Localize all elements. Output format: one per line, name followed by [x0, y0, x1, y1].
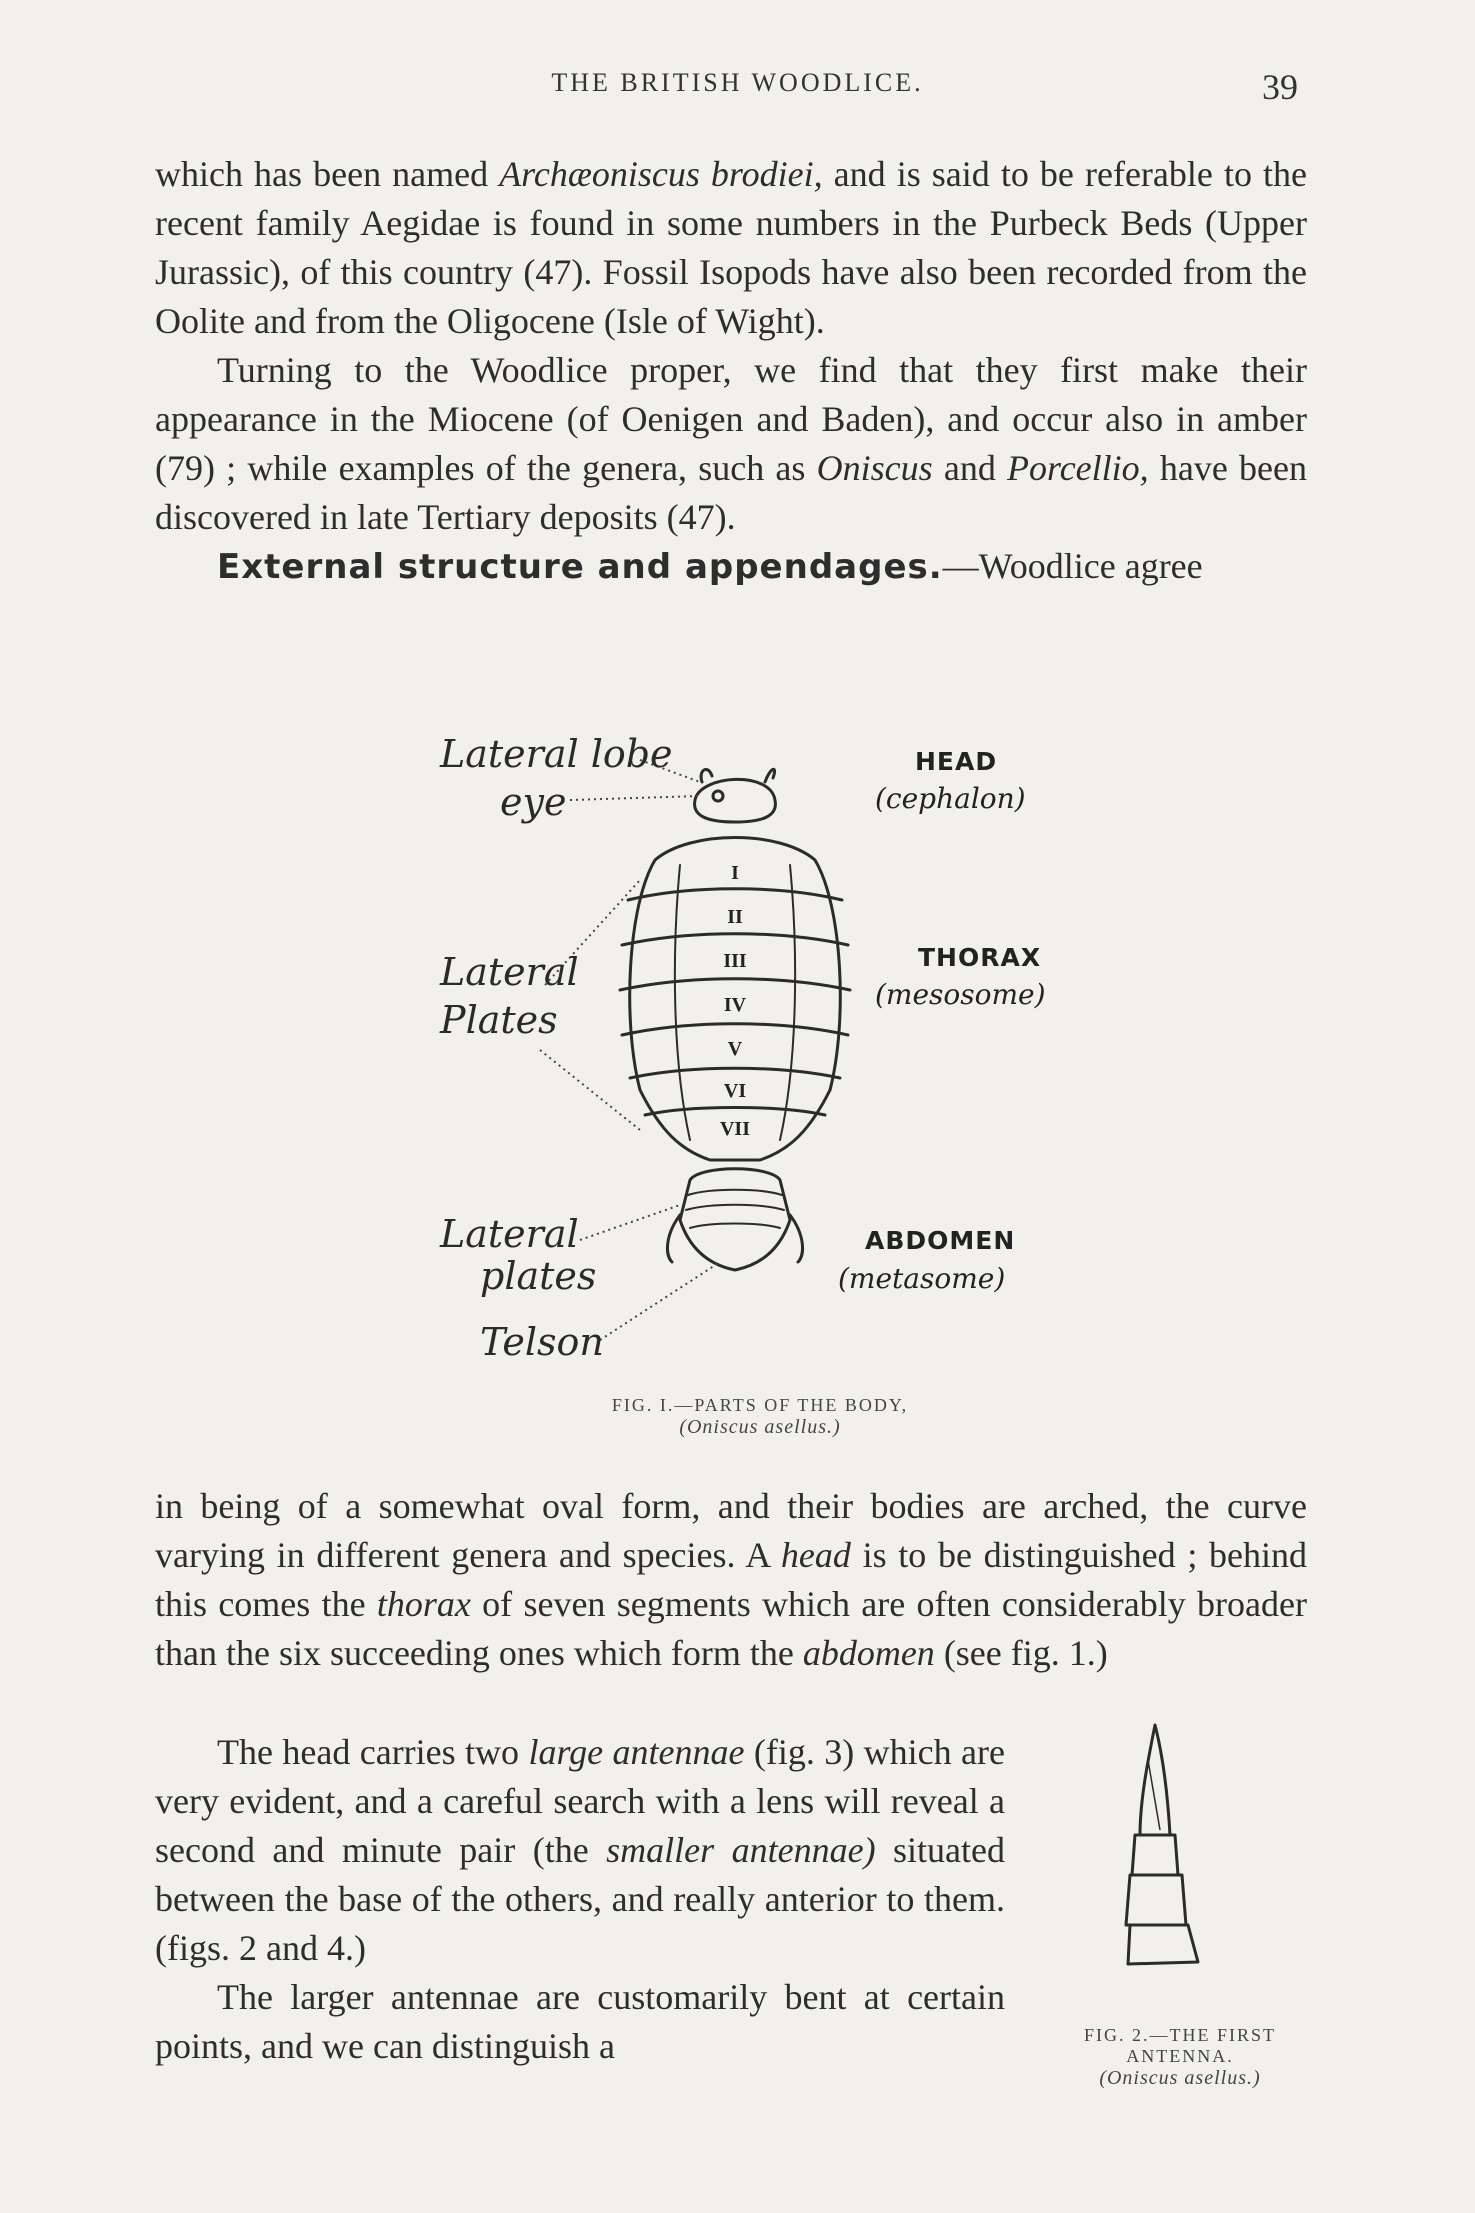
segment-divider	[622, 1024, 848, 1035]
segment-numeral: IV	[723, 994, 747, 1016]
fig2-caption-species: (Oniscus asellus.)	[1099, 2067, 1261, 2089]
segment-divider	[622, 934, 848, 945]
para2-text: have been discovered in late Tertiary deposits (47).	[155, 448, 1307, 537]
abdomen-seg	[688, 1190, 782, 1195]
segment-divider	[645, 1108, 825, 1116]
term-smaller-antennae: smaller antennae)	[606, 1830, 876, 1870]
para3-text: of seven segments which are often considerably broader than the six succeeding ones which form the	[155, 1584, 1307, 1673]
para2-text: and	[932, 448, 1008, 488]
running-title: THE BRITISH WOODLICE.	[551, 68, 924, 97]
leader-line	[540, 1050, 640, 1130]
caption-title: FIG. I.—PARTS OF THE BODY,	[611, 1395, 909, 1415]
segment-divider	[620, 979, 850, 990]
fig2-caption-line: ANTENNA.	[1126, 2046, 1234, 2066]
label-abdomen: ABDOMEN	[865, 1226, 1016, 1255]
paragraph-oval-form	[155, 1482, 1307, 1678]
genus-porcellio: Porcellio,	[1007, 448, 1149, 488]
label-abd-lateral-1: Lateral	[440, 1212, 579, 1256]
leader-line	[580, 1205, 680, 1240]
label-metasome: (metasome)	[838, 1262, 1006, 1295]
label-mesosome: (mesosome)	[875, 978, 1046, 1011]
axial-line	[675, 865, 690, 1140]
figure-1-caption	[500, 1395, 1020, 1439]
para1-text: which has been named	[155, 154, 500, 194]
figure-2-caption	[1050, 2025, 1310, 2090]
caption-species: (Oniscus asellus.)	[679, 1416, 841, 1438]
para4-text: The head carries two	[217, 1732, 529, 1772]
head-shape	[695, 779, 776, 822]
leader-line	[570, 796, 700, 800]
term-abdomen: abdomen	[802, 1633, 935, 1673]
segment-numeral: III	[723, 950, 747, 972]
label-telson: Telson	[480, 1320, 604, 1364]
para3-text: is to be distinguished ; behind this comes the	[155, 1535, 1307, 1624]
label-cephalon: (cephalon)	[875, 782, 1026, 815]
para1-text: referable to the recent family Aegidae is found in some numbers in the Purbeck Beds (Upper Jurassic), of this country (47). Fossil Isopods have also been recorded from the Oolite and from the Oligocene (Isle of Wight).	[155, 154, 1307, 341]
term-large-antennae: large antennae	[528, 1732, 745, 1772]
para5-text: The larger antennae are customarily bent at certain points, and we can distinguish a	[155, 1977, 1005, 2066]
head-lobe-right	[765, 769, 775, 782]
label-lateral-plates-2: Plates	[440, 998, 558, 1042]
head-lobe-left	[701, 769, 712, 782]
segment-divider	[628, 889, 842, 900]
uropod-left	[667, 1215, 680, 1262]
label-head: HEAD	[915, 747, 998, 776]
segment-numeral: VII	[719, 1118, 750, 1140]
para4-text: (fig. 3) which are very evident, and a careful search with a lens will reveal a second and minute pair (the	[155, 1732, 1006, 1870]
segment-numeral: I	[731, 862, 739, 884]
species-name: Archæoniscus brodiei,	[499, 154, 823, 194]
label-lateral-lobe: Lateral lobe	[440, 732, 673, 776]
segment-numeral: VI	[723, 1080, 747, 1102]
leader-line	[600, 1262, 720, 1340]
label-thorax: THORAX	[918, 943, 1042, 972]
abdomen-seg	[690, 1224, 780, 1229]
abdomen-outline	[680, 1169, 790, 1270]
paragraph-bent	[155, 1973, 1005, 2071]
para4-text: situated between the base of the others, and really anterior to them. (figs. 2 and 4.)	[155, 1830, 1005, 1968]
axial-line	[780, 865, 795, 1140]
label-lateral-plates-1: Lateral	[440, 950, 579, 994]
section-heading: External structure and appendages.	[217, 547, 943, 587]
segment-numeral: II	[727, 906, 743, 928]
abdomen-seg	[686, 1205, 784, 1210]
para1-text: and is said to be	[822, 154, 1074, 194]
section-lead: —Woodlice agree	[942, 546, 1203, 586]
genus-oniscus: Oniscus	[816, 448, 933, 488]
uropod-right	[790, 1215, 803, 1262]
middle-text-block	[155, 1482, 1307, 1678]
eye-mark	[713, 791, 723, 801]
paragraph-antennae	[155, 1728, 1005, 1973]
label-eye: eye	[500, 780, 567, 824]
page-number: 39	[1262, 67, 1298, 107]
para3-text: (see fig. 1.)	[934, 1633, 1108, 1673]
segment-divider	[630, 1068, 840, 1078]
para2-text: Turning to the Woodlice proper, we find that they first make their appearance in the Miocene (of Oenigen and Baden), and occur also in amber (79) ; while examples of the genera, such as	[155, 350, 1307, 488]
wrapped-text-block	[155, 1728, 1005, 2071]
fig2-caption-line: FIG. 2.—THE FIRST	[1083, 2025, 1276, 2045]
label-abd-lateral-2: plates	[480, 1254, 597, 1298]
para3-text: in being of a somewhat oval form, and their bodies are arched, the curve varying in different genera and species. A	[155, 1486, 1307, 1575]
term-thorax: thorax	[376, 1584, 471, 1624]
term-head: head	[780, 1535, 851, 1575]
segment-numeral: V	[727, 1038, 743, 1060]
